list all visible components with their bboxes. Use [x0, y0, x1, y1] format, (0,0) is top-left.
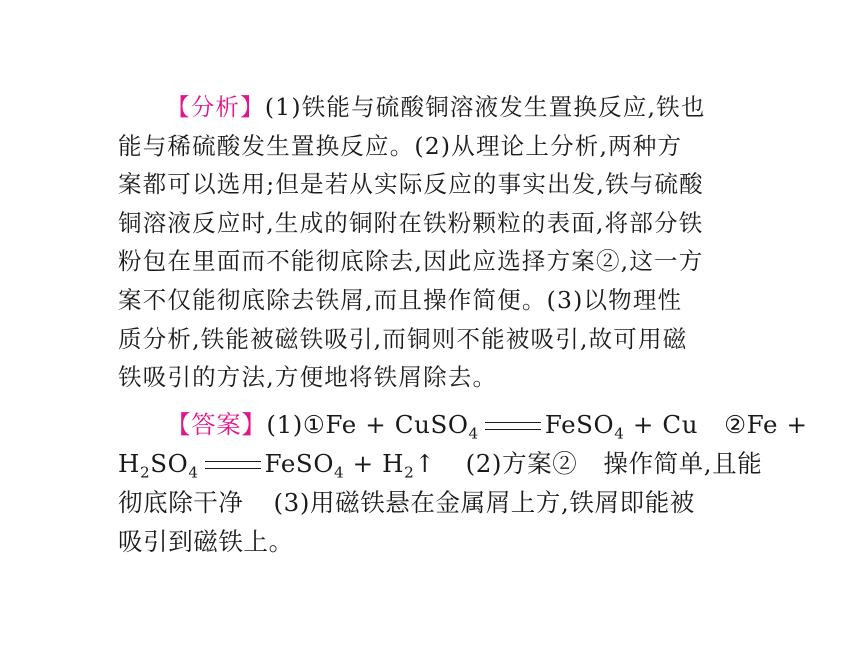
equation-2-start: ②Fe +: [724, 410, 808, 439]
equation-2-h2: + H: [344, 449, 405, 478]
analysis-text-1: (1)铁能与硫酸铜溶液发生置换反应,铁也: [264, 93, 706, 121]
analysis-paragraph: [118, 88, 738, 397]
equation-2-so: SO: [150, 449, 189, 478]
analysis-line-7: 质分析,铁能被磁铁吸引,而铜则不能被吸引,故可用磁: [118, 324, 688, 353]
equation-1-product: FeSO: [544, 410, 615, 439]
equals-sign: [485, 422, 541, 430]
equals-sign: [205, 461, 261, 469]
answer-line-3: [118, 483, 738, 522]
equation-2-product: FeSO: [264, 449, 335, 478]
answer-line-4: 吸引到磁铁上。: [118, 527, 294, 556]
analysis-line-3: 案都可以选用;但是若从实际反应的事实出发,铁与硫酸: [118, 170, 704, 199]
equation-2-h: H: [118, 449, 140, 478]
subscript: 2: [404, 463, 415, 482]
analysis-line-2: 能与稀硫酸发生置换反应。(2)从理论上分析,两种方: [118, 131, 683, 160]
gas-arrow: ↑: [414, 449, 436, 478]
subscript: 4: [468, 424, 479, 443]
analysis-tag: 【分析】: [166, 93, 265, 121]
analysis-line-5: 粉包在里面而不能彻底除去,因此应选择方案②,这一方: [118, 247, 704, 276]
analysis-line-6: 案不仅能彻底除去铁屑,而且操作简便。(3)以物理性: [118, 285, 683, 314]
equation-1-product-2: + Cu: [624, 410, 699, 439]
analysis-line-4: 铜溶液反应时,生成的铜附在铁粉颗粒的表面,将部分铁: [118, 208, 704, 237]
answer-part-2-reason-end: 彻底除干净: [118, 488, 244, 517]
equation-1-reactants: (1)①Fe + CuSO: [266, 410, 469, 439]
answer-paragraph: [118, 405, 808, 561]
answer-tag: 【答案】: [166, 410, 267, 439]
answer-part-2: (2)方案②: [465, 449, 578, 478]
answer-part-3: (3)用磁铁悬在金属屑上方,铁屑即能被: [273, 488, 695, 517]
subscript: 4: [614, 424, 625, 443]
subscript: 4: [334, 463, 345, 482]
subscript: 4: [188, 463, 199, 482]
subscript: 2: [139, 463, 151, 482]
analysis-line-1: [118, 88, 738, 127]
analysis-line-8: 铁吸引的方法,方便地将铁屑除去。: [118, 363, 498, 392]
answer-part-2-reason: 操作简单,且能: [603, 449, 763, 478]
answer-line-2: [118, 444, 763, 483]
answer-line-1: [118, 405, 808, 444]
